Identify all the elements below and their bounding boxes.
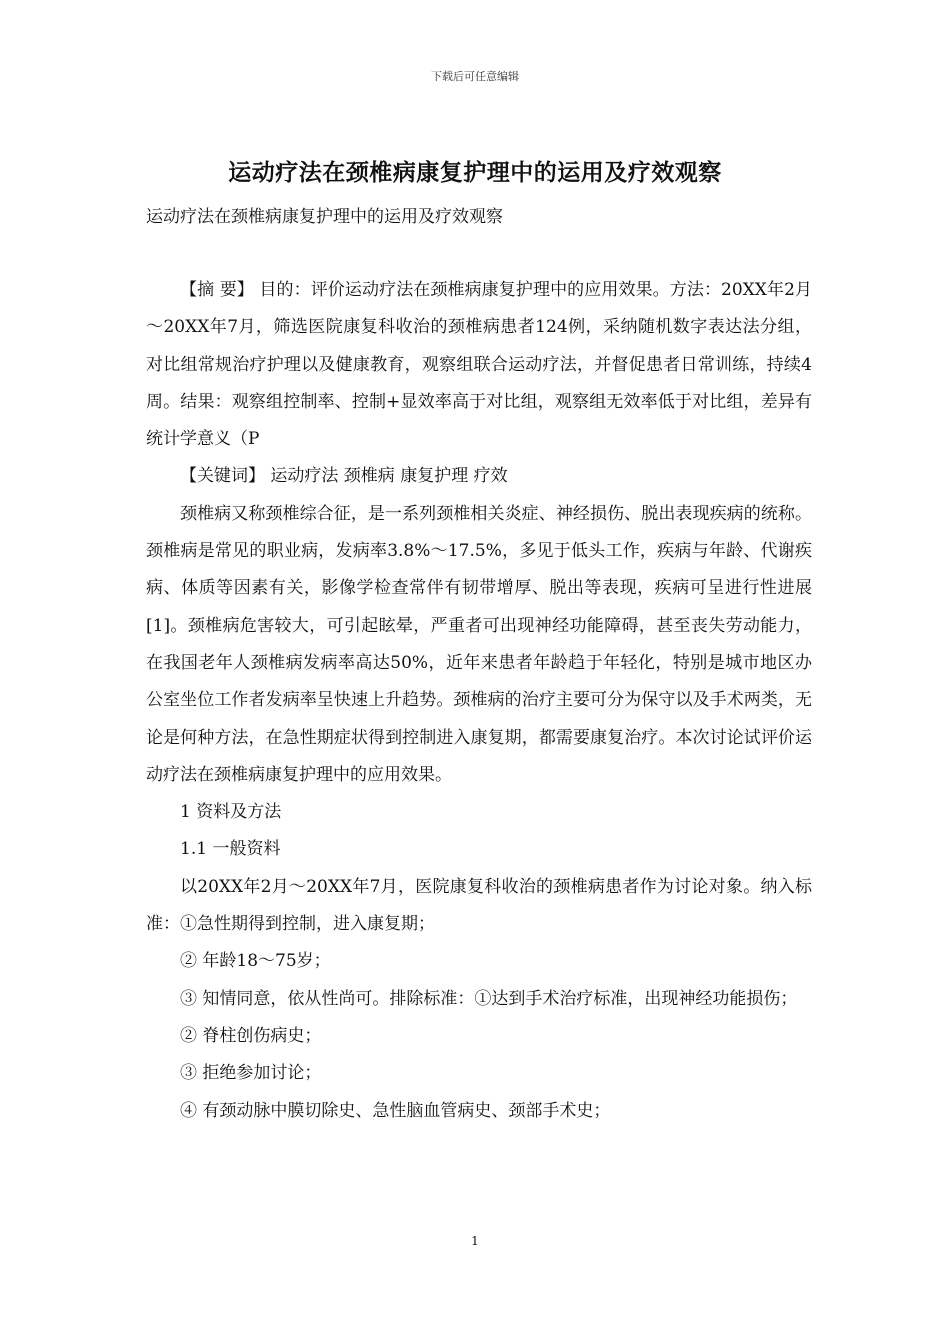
intro-paragraph: 颈椎病又称颈椎综合征，是一系列颈椎相关炎症、神经损伤、脱出表现疾病的统称。颈椎病是常见的职业病，发病率3.8%～17.5%，多见于低头工作，疾病与年龄、代谢疾病、体质等因素有关，影像学检查常伴有韧带增厚、脱出等表现，疾病可呈进行性进展[1]。颈椎病危害较大，可引起眩晕，严重者可出现神经功能障碍，甚至丧失劳动能力，在我国老年人颈椎病发病率高达50%，近年来患者年龄趋于年轻化，特别是城市地区办公室坐位工作者发病率呈快速上升趋势。颈椎病的治疗主要可分为保守以及手术两类，无论是何种方法，在急性期症状得到控制进入康复期，都需要康复治疗。本次讨论试评价运动疗法在颈椎病康复护理中的应用效果。: [146, 503, 812, 785]
list-item: ② 脊柱创伤病史；: [180, 1025, 322, 1046]
keywords-text: 运动疗法 颈椎病 康复护理 疗效: [265, 466, 508, 487]
abstract-text: 目的：评价运动疗法在颈椎病康复护理中的应用效果。方法：20XX年2月～20XX年7月，筛选医院康复科收治的颈椎病患者124例，采纳随机数字表达法分组，对比组常规治疗护理以及健康教育，观察组联合运动疗法，并督促患者日常训练，持续4周。结果：观察组控制率、控制+显效率高于对比组，观察组无效率低于对比组，差异有统计学意义（P: [146, 280, 813, 450]
general-info-paragraph: 以20XX年2月～20XX年7月，医院康复科收治的颈椎病患者作为讨论对象。纳入标准：①急性期得到控制，进入康复期；: [146, 876, 812, 935]
page-number: 1: [471, 1234, 479, 1248]
list-item: ③ 知情同意，依从性尚可。排除标准：①达到手术治疗标准，出现神经功能损伤；: [180, 988, 798, 1009]
document-title: 运动疗法在颈椎病康复护理中的运用及疗效观察: [228, 160, 722, 186]
list-item: ③ 拒绝参加讨论；: [180, 1063, 322, 1084]
subsection-heading: 1.1 一般资料: [180, 839, 281, 860]
abstract-label: 【摘 要】: [180, 280, 254, 300]
section-heading: 1 资料及方法: [180, 802, 282, 823]
list-item: ② 年龄18～75岁；: [180, 951, 331, 972]
keywords-label: 【关键词】: [180, 466, 265, 487]
document-subtitle: 运动疗法在颈椎病康复护理中的运用及疗效观察: [146, 207, 503, 227]
header-note: 下载后可任意编辑: [431, 70, 519, 83]
abstract-paragraph: [146, 272, 812, 458]
document-body: [146, 272, 812, 1130]
list-item: ④ 有颈动脉中膜切除史、急性脑血管病史、颈部手术史；: [180, 1100, 611, 1121]
keywords-paragraph: [146, 458, 812, 495]
